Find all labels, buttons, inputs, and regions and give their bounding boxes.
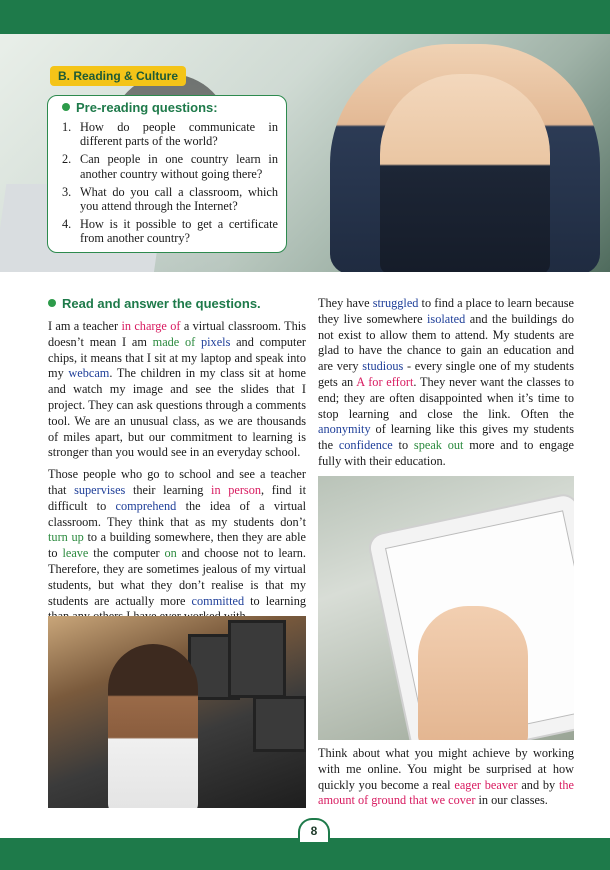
left-column: [48, 296, 306, 631]
student-figure: [108, 644, 198, 808]
bullet-icon: [62, 103, 70, 111]
student-figure: [380, 74, 550, 272]
paragraph-1: I am a teacher in charge of a virtual classroom. This doesn’t mean I am made of pixels and computer chips, it means that I sit at my laptop and speak into my webcam. The children in my class sit at home and watch my image and see the slides that I project. They can ask questions through a comments tool. We are an unusual class, as we are thousands of miles apart, but our commitment to learning is stronger than you would see in an everyday school.: [48, 319, 307, 460]
section-tag: B. Reading & Culture: [50, 66, 186, 86]
photo-tablet: [318, 476, 574, 740]
monitor: [228, 620, 286, 698]
paragraph-2: Those people who go to school and see a teacher that supervises their learning in person, find it difficult to comprehend the idea of a virtual classroom. They think that as my students don’t turn up to a building somewhere, then they are able to leave the computer on and choose not to learn. Therefore, they are sometimes jealous of my virtual students, but what they don’t realise is that my students are actually more committed to learning: [48, 467, 307, 608]
paragraph-3: They have struggled to find a place to learn because they live somewhere isolated and the buildings do not exist to allow them to attend. My students are glad to have the chance to gain an education and are very studious - every single one of my students gets an A for effort. They never want the classes to end; they are often disappointed when it’s time to stop learning and close the link. Often the anonymity of learning like this gives my students the confidence to speak out more and to engage fully with their education.: [318, 296, 575, 468]
bullet-icon: [48, 299, 56, 307]
photo-student-headphones: [48, 616, 306, 808]
monitor: [253, 696, 306, 752]
hand: [418, 606, 528, 740]
pre-reading-heading: Pre-reading questions:: [62, 100, 218, 115]
question-item: 2. Can people in one country learn in another country without going there?: [62, 152, 278, 181]
paragraph-4: Think about what you might achieve by working with me online. You might be surprised at how quickly you become a real eager beaver and by the amount of ground that we cover in our classes.: [318, 746, 574, 808]
pre-reading-questions: [62, 120, 278, 250]
question-item: 4. How is it possible to get a certificate from another country?: [62, 217, 278, 246]
question-item: 1. How do people communicate in different parts of the world?: [62, 120, 278, 149]
question-item: 3. What do you call a classroom, which you attend through the Internet?: [62, 184, 278, 214]
top-banner: [0, 0, 610, 34]
bottom-banner: [0, 838, 610, 870]
right-column: [318, 296, 574, 476]
reading-heading: Read and answer the questions.: [48, 296, 306, 311]
page-number: 8: [298, 818, 330, 842]
